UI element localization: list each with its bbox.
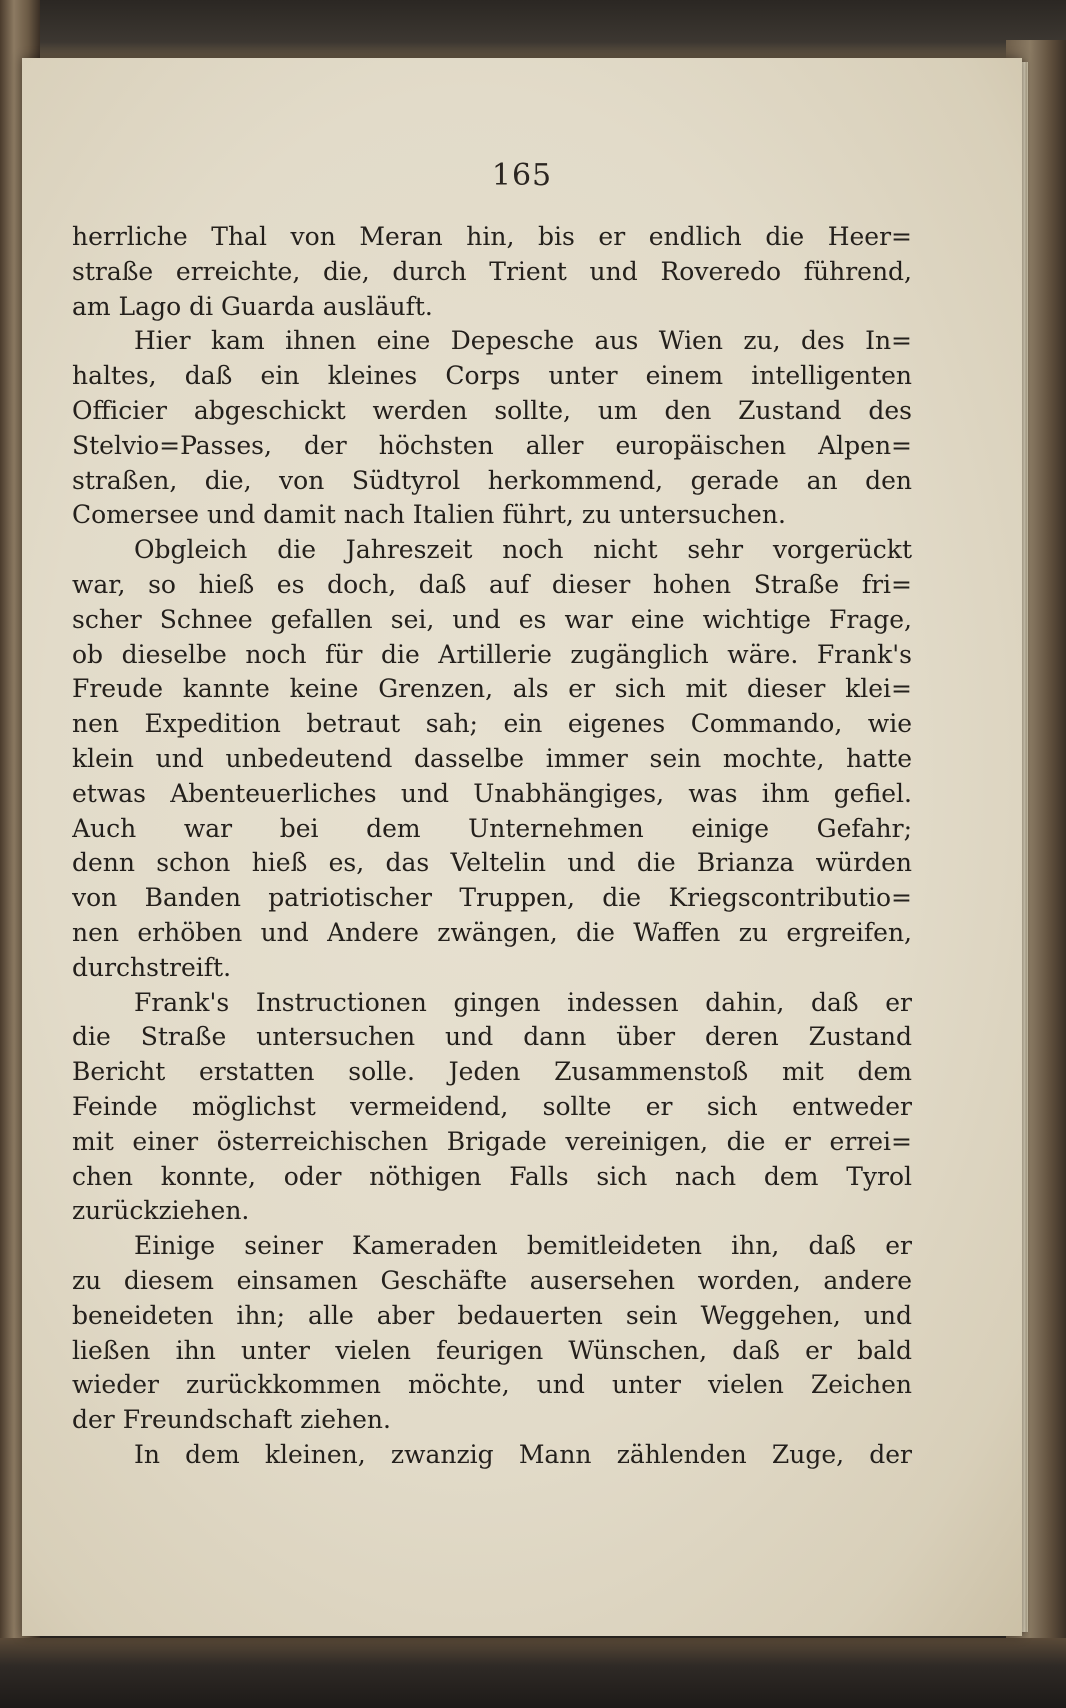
text-line: scher Schnee gefallen sei, und es war eine wichtige Frage, <box>72 604 912 634</box>
text-line: Feinde möglichst vermeidend, sollte er sich entweder <box>72 1091 912 1121</box>
text-line: wieder zurückkommen möchte, und unter vielen Zeichen <box>72 1370 912 1400</box>
text-line: nen erhöben und Andere zwängen, die Waffen zu ergreifen, <box>72 917 912 947</box>
text-line: ob dieselbe noch für die Artillerie zugänglich wäre. Frank's <box>72 639 912 669</box>
text-line: Freude kannte keine Grenzen, als er sich mit dieser klei= <box>72 674 912 704</box>
text-line: herrliche Thal von Meran hin, bis er endlich die Heer= <box>72 222 912 251</box>
text-line: am Lago di Guarda ausläuft. <box>72 291 433 321</box>
text-line: ließen ihn unter vielen feurigen Wünschen, daß er bald <box>72 1335 912 1365</box>
text-line: haltes, daß ein kleines Corps unter einem intelligenten <box>72 361 912 391</box>
text-line: Comersee und damit nach Italien führt, zu untersuchen. <box>72 500 786 530</box>
book-page <box>22 58 1022 1636</box>
text-line: denn schon hieß es, das Veltelin und die Brianza würden <box>72 848 912 878</box>
text-line: Obgleich die Jahreszeit noch nicht sehr vorgerückt <box>134 535 912 565</box>
text-line: Hier kam ihnen eine Depesche aus Wien zu, des In= <box>134 326 912 356</box>
text-line: etwas Abenteuerliches und Unabhängiges, was ihm gefiel. <box>72 778 912 808</box>
text-line: straßen, die, von Südtyrol herkommend, gerade an den <box>72 465 912 495</box>
text-line: Officier abgeschickt werden sollte, um den Zustand des <box>72 395 912 425</box>
text-line: Bericht erstatten solle. Jeden Zusammenstoß mit dem <box>72 1057 912 1087</box>
text-line: Auch war bei dem Unternehmen einige Gefahr; <box>72 813 912 843</box>
text-line: klein und unbedeutend dasselbe immer sein mochte, hatte <box>72 743 912 773</box>
text-line: Einige seiner Kameraden bemitleideten ihn, daß er <box>134 1231 912 1261</box>
text-line: der Freundschaft ziehen. <box>72 1405 391 1435</box>
page-number: 165 <box>491 158 553 193</box>
text-line: Stelvio=Passes, der höchsten aller europäischen Alpen= <box>72 430 912 460</box>
text-line: zurückziehen. <box>72 1196 250 1226</box>
text-line: von Banden patriotischer Truppen, die Kriegscontributio= <box>72 883 912 913</box>
text-line: zu diesem einsamen Geschäfte ausersehen worden, andere <box>72 1265 912 1295</box>
book-cover-bottom <box>0 1638 1066 1708</box>
text-line: nen Expedition betraut sah; ein eigenes Commando, wie <box>72 709 912 739</box>
text-line: Frank's Instructionen gingen indessen dahin, daß er <box>134 987 912 1017</box>
book-cover-top <box>0 0 1066 60</box>
text-line: straße erreichte, die, durch Trient und Roveredo führend, <box>72 256 912 286</box>
text-line: die Straße untersuchen und dann über deren Zustand <box>72 1022 912 1052</box>
text-line: beneideten ihn; alle aber bedauerten sein Weggehen, und <box>72 1300 912 1330</box>
text-line: durchstreift. <box>72 952 232 982</box>
text-line: In dem kleinen, zwanzig Mann zählenden Zuge, der <box>134 1439 912 1469</box>
text-line: mit einer österreichischen Brigade vereinigen, die er errei= <box>72 1126 912 1156</box>
text-line: war, so hieß es doch, daß auf dieser hohen Straße fri= <box>72 569 912 599</box>
text-line: chen konnte, oder nöthigen Falls sich nach dem Tyrol <box>72 1161 912 1191</box>
body-text <box>72 220 912 1473</box>
